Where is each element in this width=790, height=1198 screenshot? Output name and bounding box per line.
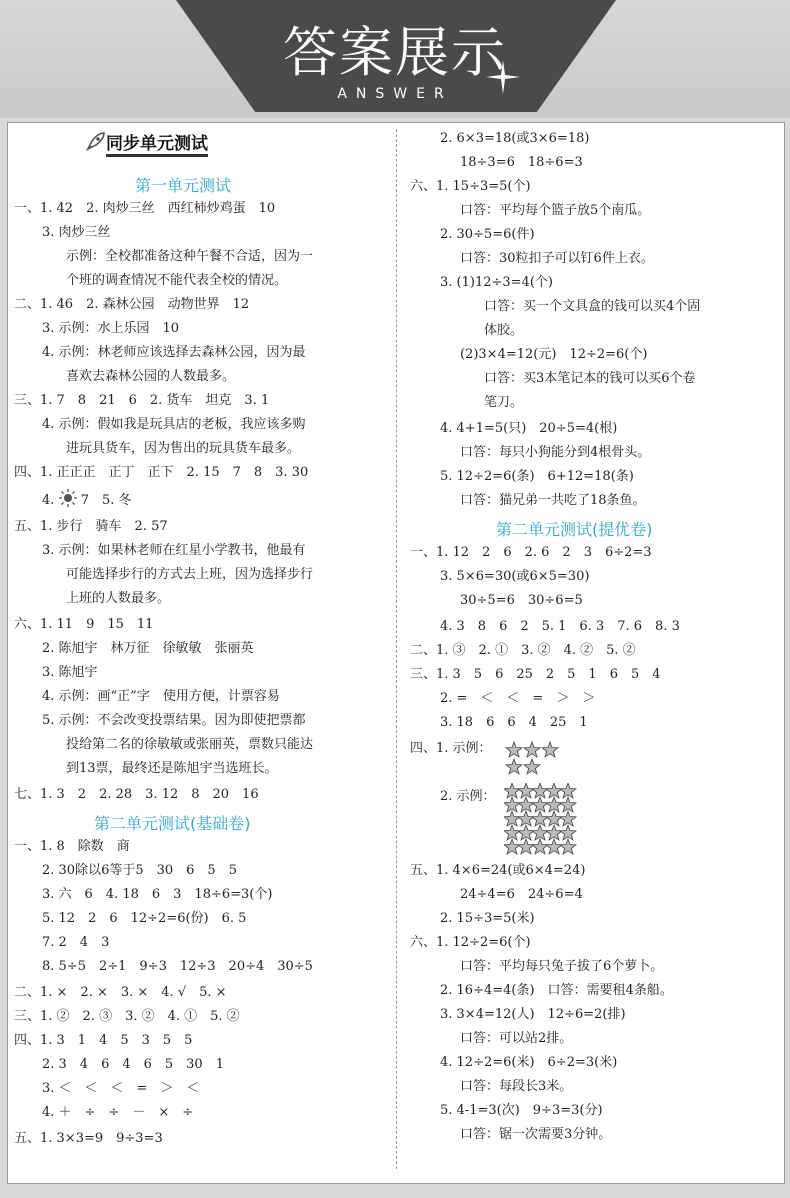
answer-line: 7. 2 4 3 [42, 935, 110, 950]
answer-line: 口答：30粒扣子可以钉6件上衣。 [460, 251, 654, 266]
answer-line: 二、1. × 2. × 3. × 4. √ 5. × [14, 985, 227, 1000]
rocket-icon [84, 131, 106, 153]
answer-line: 5. 示例：不会改变投票结果。因为即使把票都 [42, 713, 306, 728]
answer-line: 口答：每段长3米。 [460, 1079, 573, 1094]
answer-line: 4. 示例：画“正”字 使用方便，计票容易 [42, 689, 280, 704]
answer-line: 4. 3 8 6 2 5. 1 6. 3 7. 6 8. 3 [440, 619, 680, 634]
section-title: 同步单元测试 [106, 129, 208, 154]
answer-line: 三、1. ② 2. ③ 3. ② 4. ① 5. ② [14, 1009, 240, 1024]
answer-line: 4. 4+1=5(只) 20÷5=4(根) [440, 421, 618, 436]
answer-line: 4. 12÷2=6(米) 6÷2=3(米) [440, 1055, 618, 1070]
answer-line: 3. ＜ ＜ ＜ = ＞ ＜ [42, 1081, 200, 1096]
column-divider [396, 129, 397, 1169]
answer-line: 3. (1)12÷3=4(个) [440, 275, 553, 290]
answer-line: 2. 陈旭宇 林万征 徐敏敏 张丽英 [42, 641, 254, 656]
answer-line: 3. 5×6=30(或6×5=30) [440, 569, 590, 584]
answer-line: (2)3×4=12(元) 12÷2=6(个) [460, 347, 648, 362]
unit2-basic-title: 第二单元测试(基础卷) [94, 814, 251, 833]
answer-line: 3. 示例：如果林老师在红星小学教书，他最有 [42, 543, 306, 558]
answer-line: 3. 肉炒三丝 [42, 225, 111, 240]
answer-line: 2. 30÷5=6(件) [440, 227, 535, 242]
star-group-small [504, 741, 560, 775]
answer-line: 3. 六 6 4. 18 6 3 18÷6=3(个) [42, 887, 273, 902]
answer-line: 2. 3 4 6 4 6 5 30 1 [42, 1057, 224, 1072]
answer-line: 2. 30除以6等于5 30 6 5 5 [42, 863, 237, 878]
answer-line: 5. 12 2 6 12÷2=6(份) 6. 5 [42, 911, 247, 926]
answer-page [7, 122, 785, 1184]
answer-line: 2. 16÷4=4(条) 口答：需要租4条船。 [440, 983, 673, 998]
answer-line: 5. 4-1=3(次) 9÷3=3(分) [440, 1103, 603, 1118]
answer-line: 3. 陈旭宇 [42, 665, 98, 680]
answer-banner [0, 0, 790, 118]
answer-line: 口答：买一个文具盒的钱可以买4个固 [484, 299, 701, 314]
answer-line: 24÷4=6 24÷6=4 [460, 887, 583, 902]
answer-line: 三、1. 3 5 6 25 2 5 1 6 5 4 [410, 667, 661, 682]
answer-line: 六、1. 11 9 15 11 [14, 617, 154, 632]
answer-line: 3. 18 6 6 4 25 1 [440, 715, 588, 730]
answer-line: 2. = ＜ ＜ = ＞ ＞ [440, 691, 596, 706]
answer-line: 口答：买3本笔记本的钱可以买6个卷 [484, 371, 696, 386]
answer-line: 五、1. 4×6=24(或6×4=24) [410, 863, 586, 878]
answer-line: 2. 6×3=18(或3×6=18) [440, 131, 590, 146]
sun-icon [59, 489, 77, 507]
answer-line: 2. 15÷3=5(米) [440, 911, 535, 926]
answer-line: 四、1. 3 1 4 5 3 5 5 [14, 1033, 193, 1048]
answer-line: 口答：可以站2排。 [460, 1031, 573, 1046]
answer-line: 一、1. 8 除数 商 [14, 839, 130, 854]
star-group-large [504, 783, 580, 855]
answer-line: 4. 示例：林老师应该选择去森林公园，因为最 [42, 345, 306, 360]
answer-line: 一、1. 12 2 6 2. 6 2 3 6÷2=3 [410, 545, 652, 560]
answer-line: 2. 示例： [440, 789, 496, 804]
answer-line: 3. 示例：水上乐园 10 [42, 321, 180, 336]
unit1-title: 第一单元测试 [135, 176, 232, 195]
sparkle-icon [486, 60, 520, 94]
answer-line: 到13票，最终还是陈旭宇当选班长。 [66, 761, 278, 776]
answer-line: 上班的人数最多。 [66, 591, 171, 606]
answer-line: 体胶。 [484, 323, 524, 338]
answer-line: 五、1. 3×3=9 9÷3=3 [14, 1131, 163, 1146]
answer-line: 六、1. 12÷2=6(个) [410, 935, 531, 950]
answer-line: 个班的调查情况不能代表全校的情况。 [66, 273, 288, 288]
answer-line: 30÷5=6 30÷6=5 [460, 593, 583, 608]
answer-line: 四、1. 示例： [410, 741, 492, 756]
answer-line: 七、1. 3 2 2. 28 3. 12 8 20 16 [14, 787, 259, 802]
answer-line: 投给第二名的徐敏敏或张丽英，票数只能达 [66, 737, 314, 752]
answer-line: 4. 示例：假如我是玩具店的老板，我应该多购 [42, 417, 306, 432]
answer-line: 喜欢去森林公园的人数最多。 [66, 369, 236, 384]
answer-line: 4. ＋ ÷ ÷ － × ÷ [42, 1105, 194, 1120]
answer-line: 六、1. 15÷3=5(个) [410, 179, 531, 194]
answer-line: 二、1. 46 2. 森林公园 动物世界 12 [14, 297, 250, 312]
answer-line: 口答：每只小狗能分到4根骨头。 [460, 445, 651, 460]
answer-line: 3. 3×4=12(人) 12÷6=2(排) [440, 1007, 626, 1022]
answer-line: 5. 12÷2=6(条) 6+12=18(条) [440, 469, 634, 484]
answer-line: 4. 7 5. 冬 [42, 489, 132, 511]
answer-line: 五、1. 步行 骑车 2. 57 [14, 519, 168, 534]
answer-line: 笔刀。 [484, 395, 524, 410]
answer-line: 一、1. 42 2. 肉炒三丝 西红柿炒鸡蛋 10 [14, 201, 276, 216]
answer-line: 三、1. 7 8 21 6 2. 货车 坦克 3. 1 [14, 393, 270, 408]
answer-line: 口答：锯一次需要3分钟。 [460, 1127, 612, 1142]
answer-line: 口答：平均每个篮子放5个南瓜。 [460, 203, 651, 218]
banner-title: 答案展示 [283, 21, 507, 84]
answer-line: 进玩具货车，因为售出的玩具货车最多。 [66, 441, 301, 456]
answer-line: 二、1. ③ 2. ① 3. ② 4. ② 5. ② [410, 643, 636, 658]
answer-line: 可能选择步行的方式去上班，因为选择步行 [66, 567, 314, 582]
answer-line: 口答：猫兄弟一共吃了18条鱼。 [460, 493, 646, 508]
banner-subtitle: ANSWER [337, 86, 453, 102]
answer-line: 18÷3=6 18÷6=3 [460, 155, 583, 170]
answer-line: 示例：全校都准备这种午餐不合适，因为一 [66, 249, 314, 264]
answer-line: 四、1. 正正正 正丁 正下 2. 15 7 8 3. 30 [14, 465, 309, 480]
answer-line: 口答：平均每只兔子拔了6个萝卜。 [460, 959, 664, 974]
answer-line: 8. 5÷5 2÷1 9÷3 12÷3 20÷4 30÷5 [42, 959, 313, 974]
unit2-advanced-title: 第二单元测试(提优卷) [496, 520, 653, 539]
